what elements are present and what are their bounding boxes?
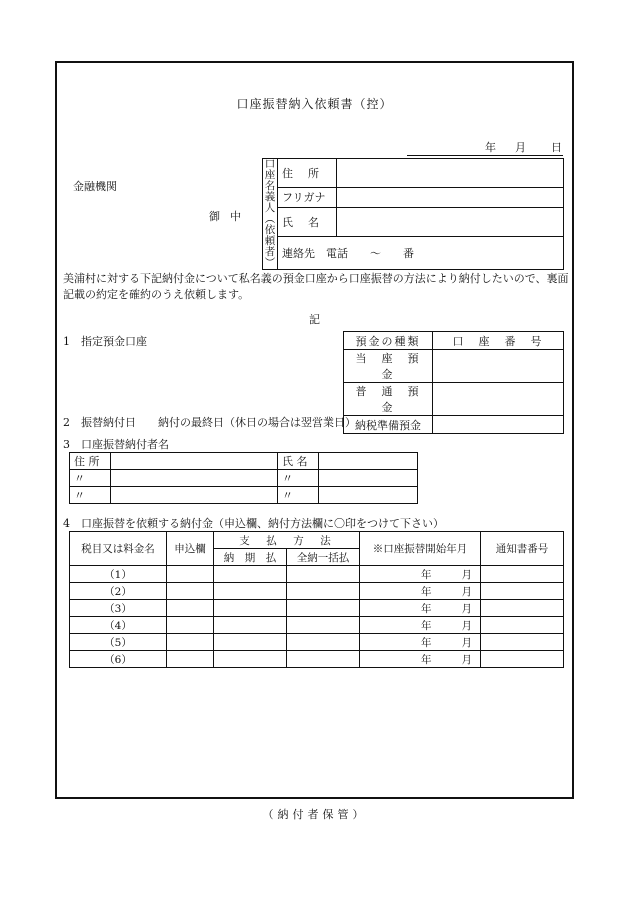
payment-table: [69, 531, 564, 668]
holder-vertical-label: 口 座 名 義 人 ︵ 依 頼 者 ︶: [263, 159, 278, 270]
holder-contact[interactable]: 連絡先 電話 ～ 番: [278, 236, 564, 269]
apply-cell[interactable]: [167, 634, 214, 651]
section3-label: 3 口座振替納付者名: [63, 438, 169, 451]
lump-cell[interactable]: [287, 566, 360, 583]
form-title: 口座振替納入依頼書（控）: [236, 97, 393, 111]
apply-cell[interactable]: [167, 583, 214, 600]
notice-cell[interactable]: [481, 617, 564, 634]
payer-address-field[interactable]: [111, 453, 278, 470]
installment-cell[interactable]: [214, 634, 287, 651]
col-apply: 申込欄: [167, 532, 214, 566]
account-holder-table: [262, 158, 564, 270]
installment-cell[interactable]: [214, 566, 287, 583]
installment-cell[interactable]: [214, 617, 287, 634]
lump-cell[interactable]: [287, 617, 360, 634]
start-cell[interactable]: 年 月: [360, 583, 481, 600]
start-cell[interactable]: 年 月: [360, 651, 481, 668]
ditto-mark: 〃: [70, 470, 111, 487]
col-notice: 通知書番号: [481, 532, 564, 566]
col-installment: 納 期 払: [214, 549, 287, 566]
holder-furigana-label: フリガナ: [278, 187, 337, 207]
notice-cell[interactable]: [481, 583, 564, 600]
table-row: （3） 年 月: [70, 600, 564, 617]
ditto-mark: 〃: [278, 487, 319, 504]
start-cell[interactable]: 年 月: [360, 634, 481, 651]
account-number-field[interactable]: [433, 350, 564, 383]
form-frame: [55, 61, 574, 799]
notice-cell[interactable]: [481, 566, 564, 583]
onchu-label: 御中: [209, 210, 251, 223]
installment-cell[interactable]: [214, 600, 287, 617]
payer-name-label: 氏 名: [278, 453, 319, 470]
holder-name-label: 氏 名: [278, 208, 337, 237]
section1-label: 1 指定預金口座: [63, 335, 147, 348]
lump-cell[interactable]: [287, 600, 360, 617]
payer-name-field[interactable]: [319, 453, 418, 470]
payer-table: [69, 452, 418, 504]
installment-cell[interactable]: [214, 651, 287, 668]
notice-cell[interactable]: [481, 600, 564, 617]
col-start: ※口座振替開始年月: [360, 532, 481, 566]
date-year: 年: [485, 141, 496, 154]
ki-label: 記: [309, 313, 320, 326]
header-account-number: 口 座 番 号: [433, 332, 564, 350]
date-day: 日: [551, 141, 562, 154]
table-row: （4） 年 月: [70, 617, 564, 634]
start-cell[interactable]: 年 月: [360, 566, 481, 583]
bank-label: 金融機関: [73, 180, 117, 193]
footer-note: （納付者保管）: [262, 808, 368, 821]
deposit-account-table: [343, 331, 564, 434]
deposit-type-tax-reserve[interactable]: 納税準備預金: [344, 416, 433, 434]
payer-name-field[interactable]: [319, 487, 418, 504]
payer-address-field[interactable]: [111, 487, 278, 504]
payer-name-field[interactable]: [319, 470, 418, 487]
date-month: 月: [515, 141, 526, 154]
notice-cell[interactable]: [481, 651, 564, 668]
lump-cell[interactable]: [287, 583, 360, 600]
account-number-field[interactable]: [433, 383, 564, 416]
installment-cell[interactable]: [214, 583, 287, 600]
payer-address-field[interactable]: [111, 470, 278, 487]
ditto-mark: 〃: [70, 487, 111, 504]
apply-cell[interactable]: [167, 600, 214, 617]
notice-cell[interactable]: [481, 634, 564, 651]
apply-cell[interactable]: [167, 566, 214, 583]
col-item: 税目又は料金名: [70, 532, 167, 566]
holder-address-field[interactable]: [337, 159, 564, 188]
request-paragraph: 美浦村に対する下記納付金について私名義の預金口座から口座振替の方法により納付したいので、裏面記載の約定を確約のうえ依頼します。: [63, 272, 569, 301]
col-lump: 全納一括払: [287, 549, 360, 566]
table-row: （5） 年 月: [70, 634, 564, 651]
col-method: 支 払 方 法: [214, 532, 360, 549]
start-cell[interactable]: 年 月: [360, 600, 481, 617]
start-cell[interactable]: 年 月: [360, 617, 481, 634]
deposit-type-ordinary[interactable]: 普 通 預 金: [344, 383, 433, 416]
ditto-mark: 〃: [278, 470, 319, 487]
lump-cell[interactable]: [287, 651, 360, 668]
holder-furigana-field[interactable]: [337, 187, 564, 207]
apply-cell[interactable]: [167, 651, 214, 668]
account-number-field[interactable]: [433, 416, 564, 434]
section4-label: 4 口座振替を依頼する納付金（申込欄、納付方法欄に〇印をつけて下さい）: [63, 517, 444, 530]
header-deposit-type: 預金の種類: [344, 332, 433, 350]
apply-cell[interactable]: [167, 617, 214, 634]
lump-cell[interactable]: [287, 634, 360, 651]
deposit-type-current[interactable]: 当 座 預 金: [344, 350, 433, 383]
holder-address-label: 住 所: [278, 159, 337, 188]
table-row: （6） 年 月: [70, 651, 564, 668]
section2-label: 2 振替納付日 納付の最終日（休日の場合は翌営業日）: [63, 416, 356, 429]
table-row: （1） 年 月: [70, 566, 564, 583]
table-row: （2） 年 月: [70, 583, 564, 600]
payer-address-label: 住 所: [70, 453, 111, 470]
holder-name-field[interactable]: [337, 208, 564, 237]
